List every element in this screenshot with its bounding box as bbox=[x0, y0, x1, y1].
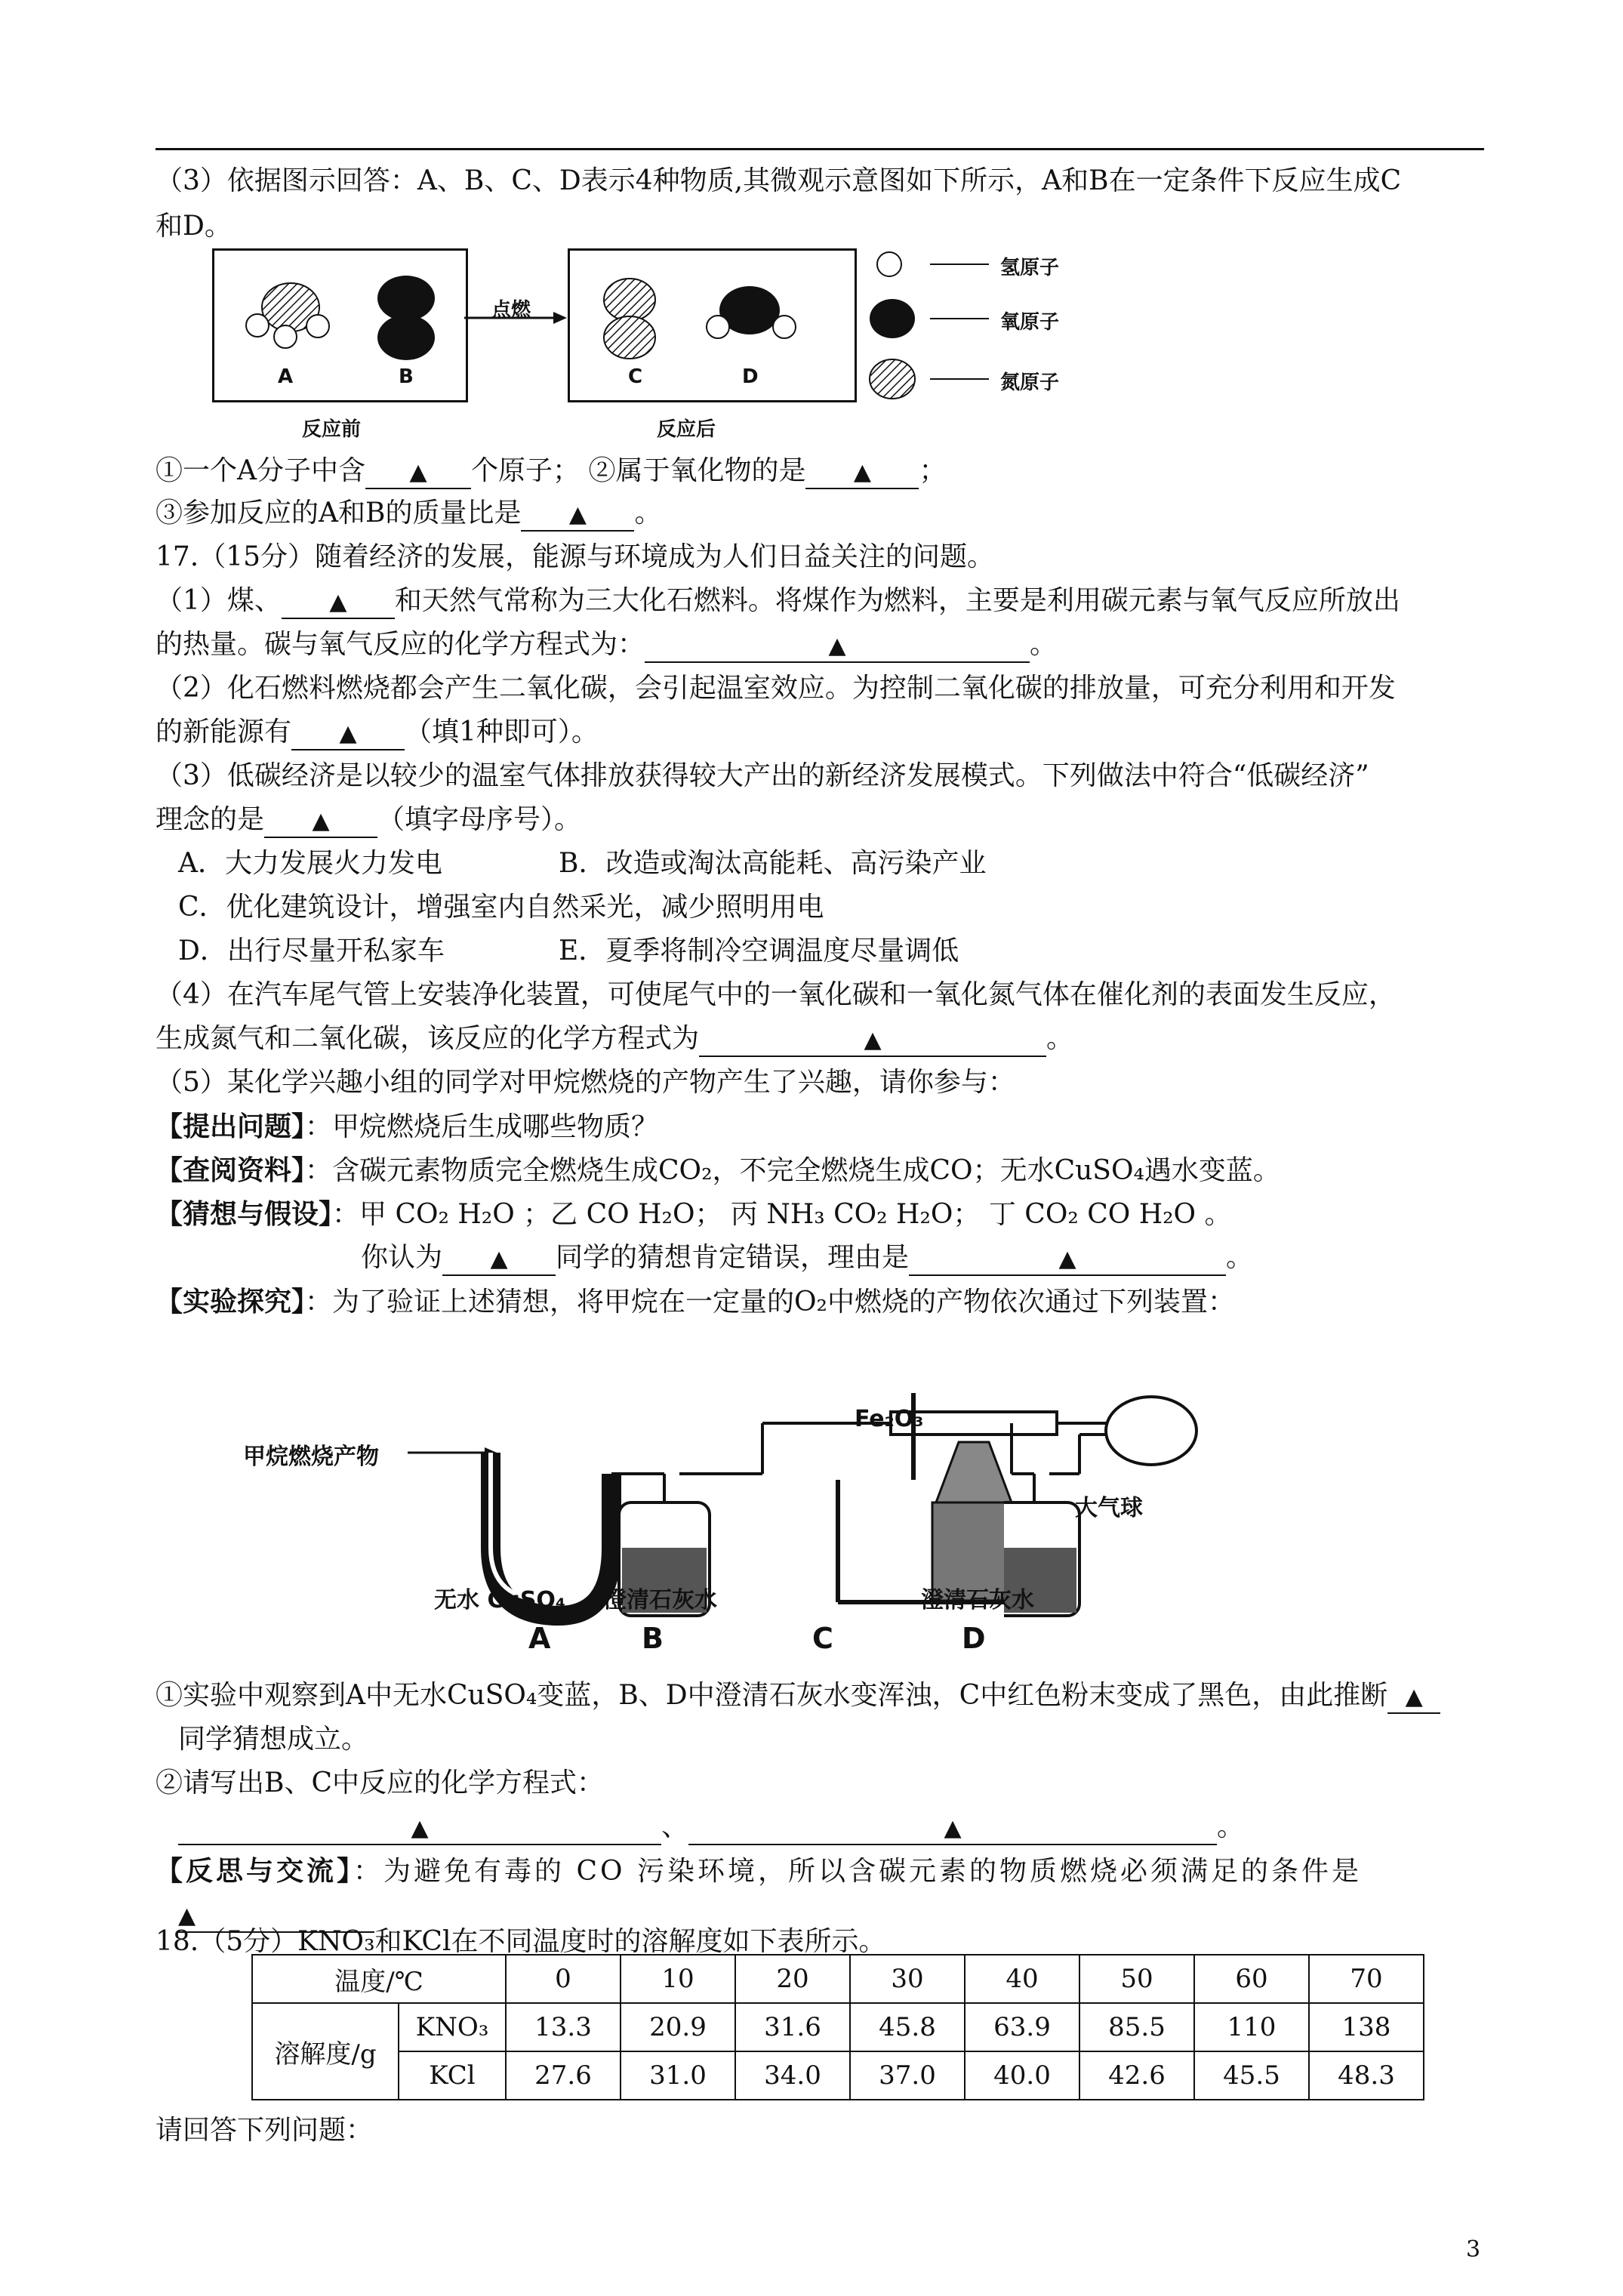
q3-sub1 bbox=[156, 453, 946, 489]
reflection-title: 【反思与交流】 bbox=[156, 1855, 354, 1887]
equation-separator: 、 bbox=[661, 1811, 689, 1842]
value-cell: 20.9 bbox=[621, 2003, 735, 2051]
q17-p3-text-c: （填字母序号）。 bbox=[377, 804, 582, 835]
q17-p2-text-c: （填1种即可）。 bbox=[405, 717, 599, 747]
experiment bbox=[156, 1284, 1235, 1321]
page-number: 3 bbox=[1466, 2236, 1481, 2263]
equation-end: 。 bbox=[1217, 1811, 1245, 1842]
apparatus-label-a: A bbox=[528, 1622, 551, 1655]
temp-header: 温度/℃ bbox=[252, 1955, 506, 2003]
temp-cell: 30 bbox=[850, 1955, 965, 2003]
q17-p5: （5）某化学兴趣小组的同学对甲烷燃烧的产物产生了兴趣，请你参与： bbox=[156, 1067, 1015, 1098]
triangle-mark: ▲ bbox=[490, 1246, 508, 1272]
observation-2: ②请写出B、C中反应的化学方程式： bbox=[156, 1767, 605, 1798]
value-cell: 85.5 bbox=[1079, 2003, 1194, 2051]
equation-blanks bbox=[178, 1809, 1244, 1845]
legend-oxygen: 氧原子 bbox=[1000, 311, 1060, 334]
triangle-mark: ▲ bbox=[828, 633, 846, 659]
value-cell: 45.5 bbox=[1194, 2051, 1309, 2100]
apparatus-label-b: B bbox=[642, 1622, 664, 1655]
hypothesis-title: 【猜想与假设】 bbox=[156, 1198, 333, 1230]
triangle-mark: ▲ bbox=[853, 459, 871, 485]
q3-sub3-text-b: 。 bbox=[634, 498, 662, 529]
observation-1 bbox=[156, 1678, 1440, 1714]
observation-1-text: ①实验中观察到A中无水CuSO₄变蓝，B、D中澄清石灰水变浑浊，C中红色粉末变成了黑色，由此推断 bbox=[156, 1680, 1388, 1711]
molecule-b bbox=[377, 276, 435, 360]
balloon bbox=[1106, 1397, 1196, 1465]
temp-cell: 20 bbox=[735, 1955, 850, 2003]
q18-tail: 请回答下列问题： bbox=[156, 2115, 374, 2146]
molecule-drawing bbox=[212, 248, 892, 403]
q3-line1: （3）依据图示回答：A、B、C、D表示4种物质,其微观示意图如下所示，A和B在一定条件下反应生成C bbox=[156, 165, 1402, 196]
q3-line2: 和D。 bbox=[156, 211, 232, 242]
legend-nitrogen: 氮原子 bbox=[1000, 371, 1060, 394]
inlet-label: 甲烷燃烧产物 bbox=[243, 1444, 379, 1470]
nitrogen-symbol bbox=[870, 359, 915, 399]
table-row bbox=[252, 2003, 1424, 2051]
apparatus-label-d: D bbox=[962, 1622, 986, 1655]
answer-blank bbox=[291, 717, 405, 750]
triangle-mark: ▲ bbox=[944, 1815, 962, 1841]
answer-blank bbox=[645, 630, 1030, 663]
value-cell: 110 bbox=[1194, 2003, 1309, 2051]
opinion-line bbox=[361, 1240, 1253, 1276]
answer-blank bbox=[521, 498, 634, 532]
q17-p1-text-a: （1）煤、 bbox=[156, 585, 282, 616]
after-label: 反应后 bbox=[657, 418, 716, 441]
triangle-mark: ▲ bbox=[178, 1903, 196, 1929]
q17-p1-text-d: 。 bbox=[1030, 629, 1058, 660]
option-b: B．改造或淘汰高能耗、高污染产业 bbox=[559, 848, 987, 879]
hypothesis-text: ：甲 CO₂ H₂O ；乙 CO H₂O； 丙 NH₃ CO₂ H₂O； 丁 CO₂ CO H₂O 。 bbox=[332, 1199, 1232, 1230]
temp-cell: 70 bbox=[1309, 1955, 1424, 2003]
answer-blank bbox=[805, 456, 919, 489]
q17-p2-line2 bbox=[156, 714, 599, 750]
substance-cell: KNO₃ bbox=[399, 2003, 506, 2051]
q3-sub1-text-b: 个原子； ②属于氧化物的是 bbox=[471, 455, 806, 486]
fe2o3-label: Fe₂O₃ bbox=[855, 1406, 924, 1432]
q17-p1-text-b: 和天然气常称为三大化石燃料。将煤作为燃料，主要是利用碳元素与氧气反应所放出 bbox=[394, 585, 1400, 616]
label-c: C bbox=[628, 365, 643, 388]
reference-material bbox=[156, 1152, 1280, 1189]
substance-cell: KCl bbox=[399, 2051, 506, 2100]
answer-blank bbox=[909, 1243, 1226, 1276]
value-cell: 63.9 bbox=[965, 2003, 1079, 2051]
value-cell: 40.0 bbox=[965, 2051, 1079, 2100]
hypothesis bbox=[156, 1196, 1232, 1233]
balloon-label: 大气球 bbox=[1075, 1495, 1143, 1521]
answer-blank bbox=[699, 1024, 1046, 1057]
temp-cell: 50 bbox=[1079, 1955, 1194, 2003]
q17-p4-text-b: 生成氮气和二氧化碳，该反应的化学方程式为 bbox=[156, 1023, 700, 1054]
opinion-text-b: 同学的猜想肯定错误，理由是 bbox=[556, 1242, 910, 1273]
triangle-mark: ▲ bbox=[864, 1027, 882, 1053]
solubility-header: 溶解度/g bbox=[252, 2003, 399, 2100]
molecule-a bbox=[246, 283, 329, 348]
triangle-mark: ▲ bbox=[329, 589, 347, 615]
triangle-mark: ▲ bbox=[1058, 1246, 1076, 1272]
reflection-text: ：为避免有毒的 CO 污染环境，所以含碳元素的物质燃烧必须满足的条件是 bbox=[353, 1856, 1362, 1887]
answer-blank bbox=[1387, 1681, 1440, 1714]
solubility-table bbox=[251, 1954, 1424, 2100]
temp-cell: 10 bbox=[621, 1955, 735, 2003]
apparatus-label-c: C bbox=[812, 1622, 833, 1655]
answer-blank bbox=[442, 1243, 556, 1276]
value-cell: 13.3 bbox=[506, 2003, 621, 2051]
q3-sub3-text-a: ③参加反应的A和B的质量比是 bbox=[156, 498, 522, 529]
q17-p4-text-c: 。 bbox=[1046, 1023, 1074, 1054]
header-rule bbox=[156, 148, 1484, 150]
experiment-title: 【实验探究】 bbox=[156, 1286, 306, 1318]
answer-blank bbox=[365, 456, 471, 489]
temp-cell: 0 bbox=[506, 1955, 621, 2003]
option-e: E．夏季将制冷空调温度尽量调低 bbox=[559, 935, 959, 966]
observation-1b: 同学猜想成立。 bbox=[178, 1724, 369, 1755]
triangle-mark: ▲ bbox=[312, 808, 330, 834]
ask-question bbox=[156, 1108, 658, 1145]
reference-title: 【查阅资料】 bbox=[156, 1154, 306, 1186]
ask-question-text: ：甲烷燃烧后生成哪些物质？ bbox=[305, 1111, 659, 1142]
q17-p2-line1: （2）化石燃料燃烧都会产生二氧化碳，会引起温室效应。为控制二氧化碳的排放量，可充分利用和开发 bbox=[156, 673, 1396, 704]
molecule-d bbox=[707, 286, 796, 338]
value-cell: 31.0 bbox=[621, 2051, 735, 2100]
q3-sub1-text-c: ； bbox=[919, 455, 947, 486]
value-cell: 37.0 bbox=[850, 2051, 965, 2100]
answer-blank bbox=[264, 805, 377, 838]
q17-p1-line1 bbox=[156, 583, 1400, 619]
value-cell: 42.6 bbox=[1079, 2051, 1194, 2100]
option-d: D．出行尽量开私家车 bbox=[178, 935, 445, 966]
value-cell: 45.8 bbox=[850, 2003, 965, 2051]
temp-cell: 60 bbox=[1194, 1955, 1309, 2003]
triangle-mark: ▲ bbox=[568, 501, 587, 528]
triangle-mark: ▲ bbox=[409, 459, 427, 485]
q3-sub3 bbox=[156, 495, 661, 532]
label-a: A bbox=[278, 365, 294, 388]
q3-sub1-text-a: ①一个A分子中含 bbox=[156, 455, 365, 486]
legend-hydrogen: 氢原子 bbox=[1000, 257, 1060, 279]
reference-text: ：含碳元素物质完全燃烧生成CO₂，不完全燃烧生成CO；无水CuSO₄遇水变蓝。 bbox=[305, 1155, 1280, 1186]
reflection bbox=[156, 1853, 1362, 1890]
triangle-mark: ▲ bbox=[1405, 1684, 1423, 1710]
q18-head: 18.（5分）KNO₃和KCl在不同温度时的溶解度如下表所示。 bbox=[156, 1926, 886, 1957]
q17-p4-line2 bbox=[156, 1021, 1073, 1057]
triangle-mark: ▲ bbox=[411, 1815, 429, 1841]
molecule-c bbox=[604, 279, 655, 359]
temp-cell: 40 bbox=[965, 1955, 1079, 2003]
cuso4-label: 无水 CuSO₄ bbox=[434, 1587, 566, 1613]
experiment-text: ：为了验证上述猜想，将甲烷在一定量的O₂中燃烧的产物依次通过下列装置： bbox=[305, 1287, 1235, 1318]
arrow-label: 点燃 bbox=[491, 299, 531, 322]
limewater-label-b: 澄清石灰水 bbox=[604, 1587, 717, 1613]
value-cell: 34.0 bbox=[735, 2051, 850, 2100]
q17-p1-text-c: 的热量。碳与氧气反应的化学方程式为： bbox=[156, 629, 645, 660]
answer-blank bbox=[282, 586, 395, 619]
q17-head: 17.（15分）随着经济的发展，能源与环境成为人们日益关注的问题。 bbox=[156, 541, 995, 572]
q17-p1-line2 bbox=[156, 627, 1057, 663]
q17-p3-line2 bbox=[156, 802, 581, 838]
value-cell: 138 bbox=[1309, 2003, 1424, 2051]
table-row bbox=[252, 2051, 1424, 2100]
opinion-text-a: 你认为 bbox=[361, 1242, 443, 1273]
hydrogen-symbol bbox=[877, 252, 901, 276]
label-d: D bbox=[742, 365, 759, 388]
opinion-text-c: 。 bbox=[1226, 1242, 1254, 1273]
oxygen-symbol bbox=[870, 299, 915, 338]
q17-p3-text-b: 理念的是 bbox=[156, 804, 265, 835]
limewater-label-d: 澄清石灰水 bbox=[921, 1587, 1034, 1613]
option-c: C．优化建筑设计，增强室内自然采光，减少照明用电 bbox=[178, 892, 824, 923]
ask-question-title: 【提出问题】 bbox=[156, 1111, 306, 1142]
q17-p4-line1: （4）在汽车尾气管上安装净化装置，可使尾气中的一氧化碳和一氧化氮气体在催化剂的表面发生反应， bbox=[156, 979, 1396, 1010]
label-b: B bbox=[399, 365, 414, 388]
option-a: A．大力发展火力发电 bbox=[178, 848, 442, 879]
answer-blank bbox=[688, 1812, 1217, 1845]
value-cell: 31.6 bbox=[735, 2003, 850, 2051]
table-row bbox=[252, 1955, 1424, 2003]
value-cell: 27.6 bbox=[506, 2051, 621, 2100]
q17-p3-line1: （3）低碳经济是以较少的温室气体排放获得较大产出的新经济发展模式。下列做法中符合“低碳经济” bbox=[156, 760, 1369, 791]
triangle-mark: ▲ bbox=[339, 720, 357, 747]
answer-blank bbox=[178, 1812, 661, 1845]
before-label: 反应前 bbox=[302, 418, 362, 441]
q17-p2-text-b: 的新能源有 bbox=[156, 717, 292, 747]
value-cell: 48.3 bbox=[1309, 2051, 1424, 2100]
